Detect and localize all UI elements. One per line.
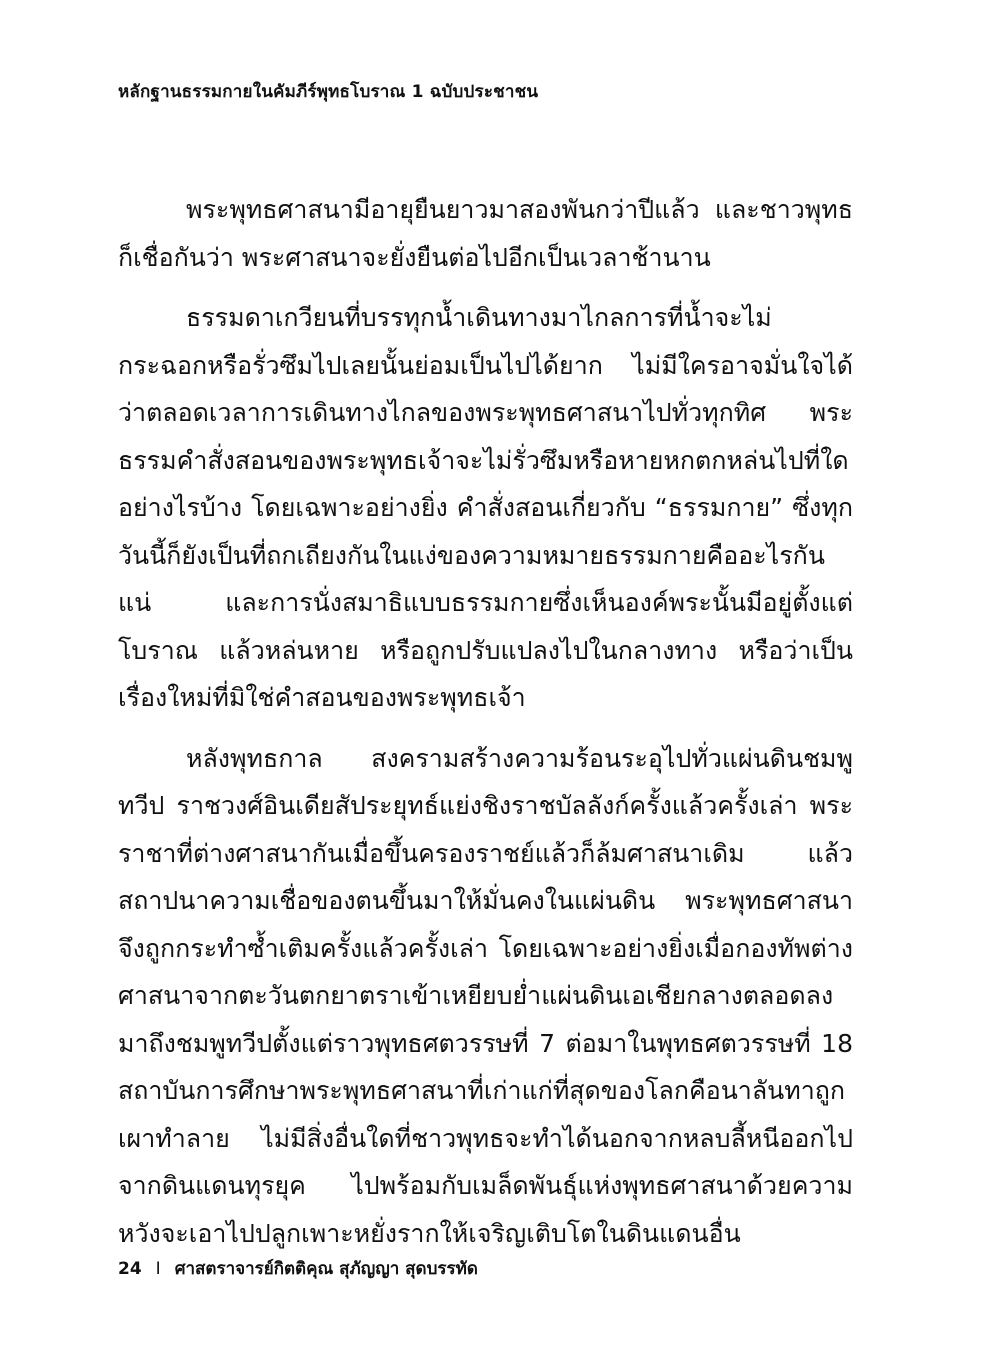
footer-separator: I	[155, 1259, 161, 1279]
paragraph-2: ธรรมดาเกวียนที่บรรทุกน้ำเดินทางมาไกลการที่น้ำจะไม่กระฉอกหรือรั่วซึมไปเลยนั้นย่อมเป็นไปได้ยาก ไม่มีใครอาจมั่นใจได้ว่าตลอดเวลาการเดินทางไกลของพระพุทธศาสนาไปทั่วทุกทิศ พระธรรมคำสั่งสอนของพระพุทธเจ้าจะไม่รั่วซึมหรือหายหกตกหล่นไปที่ใดอย่างไรบ้าง โดยเฉพาะอย่างยิ่ง คำสั่งสอนเกี่ยวกับ “ธรรมกาย” ซึ่งทุกวันนี้ก็ยังเป็นที่ถกเถียงกันในแง่ของความหมายธรรมกายคืออะไรกันแน่ และการนั่งสมาธิแบบธรรมกายซึ่งเห็นองค์พระนั้นมีอยู่ตั้งแต่โบราณ แล้วหล่นหาย หรือถูกปรับแปลงไปในกลางทาง หรือว่าเป็นเรื่องใหม่ที่มิใช่คำสอนของพระพุทธเจ้า	[118, 303, 853, 712]
paragraph-1: พระพุทธศาสนามีอายุยืนยาวมาสองพันกว่าปีแล้ว และชาวพุทธก็เชื่อกันว่า พระศาสนาจะยั่งยืนต่อไปอีกเป็นเวลาช้านาน	[118, 195, 853, 272]
running-header: หลักฐานธรรมกายในคัมภีร์พุทธโบราณ 1 ฉบับประชาชน	[118, 82, 539, 102]
paragraph-3: หลังพุทธกาล สงครามสร้างความร้อนระอุไปทั่วแผ่นดินชมพูทวีป ราชวงศ์อินเดียสัประยุทธ์แย่งชิงราชบัลลังก์ครั้งแล้วครั้งเล่า พระราชาที่ต่างศาสนากันเมื่อขึ้นครองราชย์แล้วก็ล้มศาสนาเดิม แล้วสถาปนาความเชื่อของตนขึ้นมาให้มั่นคงในแผ่นดิน พระพุทธศาสนาจึงถูกกระทำซ้ำเติมครั้งแล้วครั้งเล่า โดยเฉพาะอย่างยิ่งเมื่อกองทัพต่างศาสนาจากตะวันตกยาตราเข้าเหยียบย่ำแผ่นดินเอเชียกลางตลอดลงมาถึงชมพูทวีปตั้งแต่ราวพุทธศตวรรษที่ 7 ต่อมาในพุทธศตวรรษที่ 18 สถาบันการศึกษาพระพุทธศาสนาที่เก่าแก่ที่สุดของโลกคือนาลันทาถูกเผาทำลาย ไม่มีสิ่งอื่นใดที่ชาวพุทธจะทำได้นอกจากหลบลี้หนีออกไปจากดินแดนทุรยุค ไปพร้อมกับเมล็ดพันธุ์แห่งพุทธศาสนาด้วยความหวังจะเอาไปปลูกเพาะหยั่งรากให้เจริญเติบโตในดินแดนอื่น	[118, 743, 853, 1248]
body-text	[118, 186, 853, 1270]
author-name: ศาสตราจารย์กิตติคุณ สุภัญญา สุดบรรทัด	[174, 1259, 478, 1279]
page-number: 24	[118, 1259, 142, 1279]
running-footer	[118, 1255, 478, 1282]
